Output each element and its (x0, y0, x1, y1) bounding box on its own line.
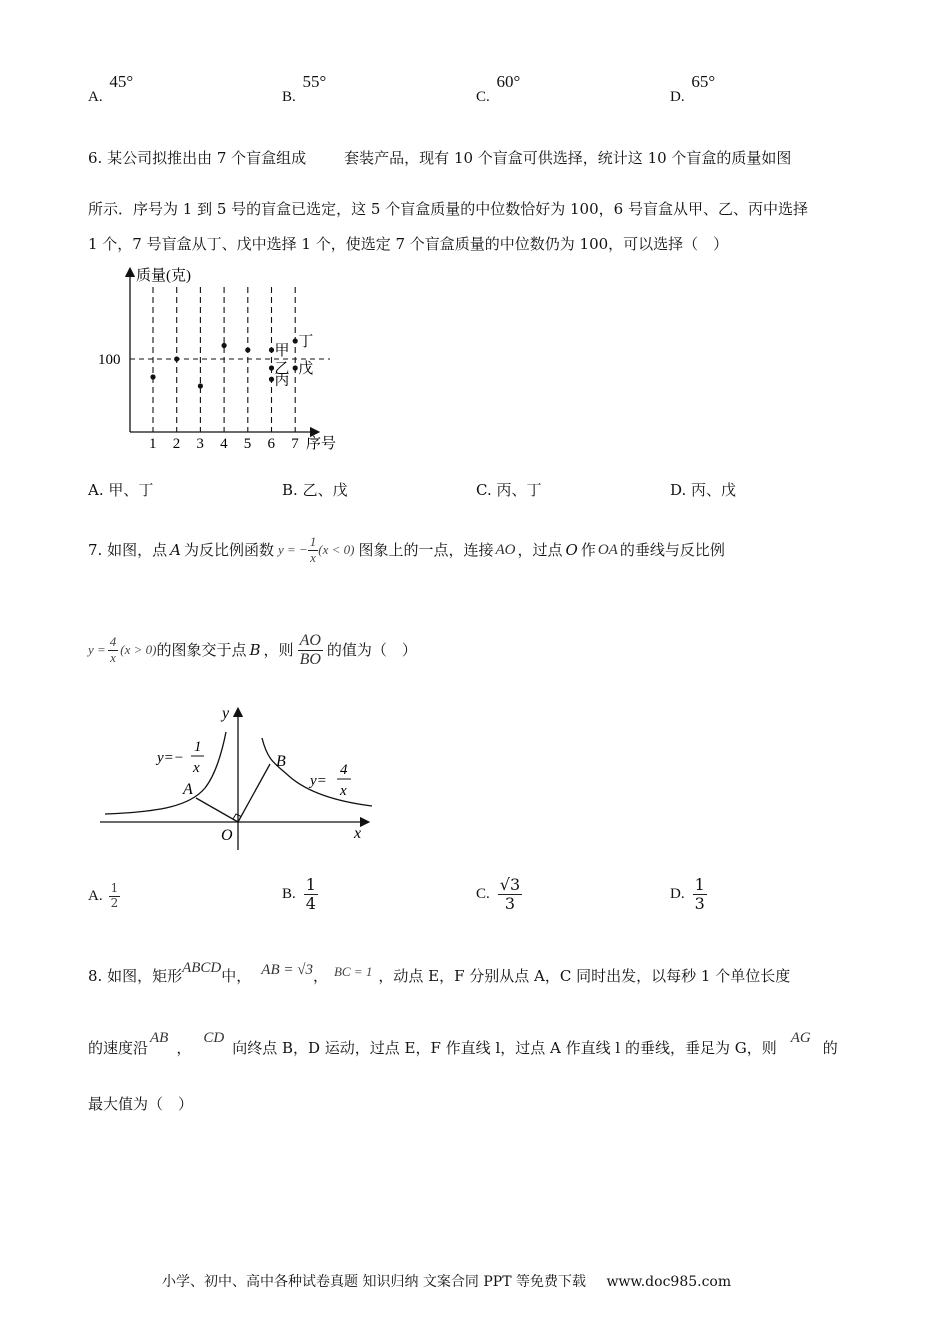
option-letter: C. (476, 481, 492, 499)
x-tick-label: 7 (291, 436, 299, 452)
q6-option-c (476, 480, 542, 500)
formula-fraction (308, 535, 319, 565)
data-point (293, 365, 298, 370)
x-tick-labels (149, 436, 299, 452)
option-fraction (498, 876, 522, 912)
q7-option-d (670, 872, 707, 916)
fraction-den: x (310, 549, 316, 565)
x-tick-label: 6 (267, 436, 275, 452)
data-point (269, 347, 274, 352)
option-letter: C. (476, 89, 490, 105)
reference-label: 100 (98, 352, 121, 368)
segment-cd: CD (203, 1030, 225, 1046)
formula-lhs: y = − (277, 542, 308, 557)
footer-text: 小学、初中、高中各种试卷真题 知识归纳 文案合同 PPT 等免费下载 (162, 1274, 586, 1290)
q8-text: ， (312, 967, 328, 985)
q8-text: ，动点 E，F 分别从点 A，C 同时出发，以每秒 1 个单位长度 (378, 967, 791, 985)
q7-option-b (282, 872, 318, 916)
option-fraction (109, 882, 121, 909)
data-point (269, 377, 274, 382)
fraction-num: √3 (499, 874, 521, 894)
q6-option-d (670, 480, 736, 500)
q7-text: 的垂线与反比例 (619, 541, 725, 559)
fraction-den: 3 (694, 893, 705, 913)
data-point-label: 丙 (274, 372, 290, 389)
q6-option-a (88, 480, 153, 500)
segment-ag: AG (790, 1030, 811, 1046)
q8-text: 中， (221, 967, 252, 985)
point-o-ref: O (565, 541, 578, 559)
fraction-den: 2 (110, 895, 119, 910)
fraction-den: 4 (305, 893, 316, 913)
q7-figure (100, 702, 380, 852)
segment-ob (238, 764, 270, 822)
segment-oa: OA (597, 542, 618, 558)
data-point-label: 乙 (274, 361, 290, 377)
right-function-num: 4 (340, 762, 348, 778)
q7-text: 作 (580, 541, 596, 559)
q8-text-line3: 最大值为（ ） (88, 1095, 194, 1113)
ratio-fraction (298, 632, 323, 668)
data-point (150, 374, 155, 379)
option-value: 55° (302, 72, 327, 91)
option-value: 丙、丁 (496, 481, 542, 499)
q8-text-line1 (88, 958, 790, 994)
segment-ao: AO (495, 542, 516, 558)
q7-text: 7. 如图，点 (88, 541, 168, 559)
q5-option-a (88, 72, 134, 106)
x-tick-label: 2 (172, 436, 181, 452)
fraction-den: BO (299, 650, 321, 668)
origin-label: O (221, 827, 233, 844)
fraction-num: 4 (109, 634, 117, 650)
option-value: 乙、戊 (302, 481, 348, 499)
option-letter: A. (88, 887, 103, 904)
q7-text: 的图象交于点 (156, 641, 247, 659)
x-tick-label: 4 (220, 436, 228, 452)
right-function-lhs: y= (310, 773, 327, 789)
point-b-label: B (276, 753, 286, 770)
y-axis-label: y (222, 705, 230, 722)
formula-ab: AB = √3 (261, 962, 313, 978)
q6-line1a: 6. 某公司拟推出由 7 个盲盒组成 (88, 149, 307, 167)
data-points (150, 333, 313, 389)
rect-abcd: ABCD (182, 960, 222, 976)
data-point-label: 丁 (298, 334, 314, 350)
fraction-num: 1 (694, 874, 705, 894)
data-point (293, 338, 298, 343)
left-function-num: 1 (194, 739, 202, 755)
data-point-label: 戊 (298, 361, 314, 377)
q8-text: 向终点 B，D 运动，过点 E，F 作直线 l，过点 A 作直线 l 的垂线，垂足为 G，则 (232, 1039, 777, 1057)
formula-lhs: y = (88, 642, 106, 657)
option-letter: B. (282, 89, 296, 105)
q5-option-c (476, 72, 521, 106)
q5-option-d (670, 72, 716, 106)
q7-text-line2 (88, 626, 417, 674)
q7-option-a (88, 878, 120, 914)
option-fraction (304, 876, 318, 912)
option-letter: D. (670, 885, 685, 902)
option-letter: B. (282, 481, 298, 499)
left-function-lhs: y=− (157, 750, 184, 766)
option-value: 甲、丁 (108, 481, 154, 499)
option-value: 65° (691, 72, 716, 91)
x-axis-label: 序号 (306, 436, 337, 452)
q8-text: 的速度沿 (88, 1039, 149, 1057)
fraction-num: 1 (309, 534, 317, 550)
y-axis-label: 质量(克) (136, 268, 191, 284)
q7-text: 图象上的一点，连接 (358, 541, 494, 559)
curve-left (105, 732, 226, 814)
formula-condition: (x < 0) (318, 542, 355, 557)
option-letter: A. (88, 481, 104, 499)
fraction-den: 3 (504, 893, 516, 913)
point-a-label: A (183, 781, 193, 798)
footer-site-link[interactable]: www.doc985.com (606, 1274, 732, 1290)
q6-line1b: 套装产品，现有 10 个盲盒可供选择，统计这 10 个盲盒的质量如图 (344, 149, 792, 167)
option-value: 丙、戊 (691, 481, 737, 499)
option-value: 45° (109, 72, 134, 91)
right-function-den: x (340, 783, 347, 799)
q6-text-line1 (88, 148, 791, 168)
segment-ab: AB (150, 1030, 169, 1046)
option-value: 60° (496, 72, 521, 91)
option-letter: A. (88, 89, 103, 105)
fraction-num: 1 (305, 874, 316, 894)
x-tick-label: 1 (149, 436, 157, 452)
fraction-den: x (110, 649, 116, 665)
option-letter: D. (670, 89, 685, 105)
fraction-num: 1 (110, 881, 119, 896)
q6-option-b (282, 480, 348, 500)
data-point (245, 347, 250, 352)
q7-text-line1 (88, 530, 725, 570)
q8-text: 的 (822, 1039, 838, 1057)
point-a-ref: A (170, 541, 181, 559)
option-letter: C. (476, 885, 490, 902)
q5-option-b (282, 72, 327, 106)
left-function-den: x (193, 760, 200, 776)
q7-option-c (476, 872, 522, 916)
option-fraction (693, 876, 707, 912)
data-point (222, 343, 227, 348)
fraction-num: AO (299, 631, 321, 649)
q8-text: ， (176, 1039, 192, 1057)
q6-chart (90, 262, 360, 458)
data-point (269, 365, 274, 370)
option-letter: D. (670, 481, 687, 499)
x-tick-label: 5 (243, 436, 252, 452)
q6-text-line2: 所示．序号为 1 到 5 号的盲盒已选定，这 5 个盲盒质量的中位数恰好为 100，6 号盲盒从甲、乙、丙中选择 (88, 200, 808, 218)
q7-text: 的值为（ ） (326, 641, 417, 659)
formula-fraction (108, 635, 119, 665)
q7-text: ，过点 (517, 541, 563, 559)
x-tick-label: 3 (196, 436, 204, 452)
curve-right (262, 738, 372, 806)
q7-text: ，则 (263, 641, 294, 659)
point-b-ref: B (249, 641, 261, 659)
q7-text: 为反比例函数 (183, 541, 274, 559)
q8-text: 8. 如图，矩形 (88, 967, 183, 985)
segment-oa (196, 798, 238, 822)
q8-text-line2 (88, 1030, 838, 1066)
formula-bc: BC = 1 (333, 964, 373, 979)
option-letter: B. (282, 885, 296, 902)
data-point (174, 356, 179, 361)
x-axis-label: x (354, 825, 362, 842)
q6-text-line3: 1 个，7 号盲盒从丁、戊中选择 1 个，使选定 7 个盲盒质量的中位数仍为 100，可以选择（ ） (88, 235, 729, 253)
formula-condition: (x > 0) (120, 642, 157, 657)
data-point-label: 甲 (274, 343, 290, 359)
data-point (198, 383, 203, 388)
footer (162, 1271, 731, 1291)
